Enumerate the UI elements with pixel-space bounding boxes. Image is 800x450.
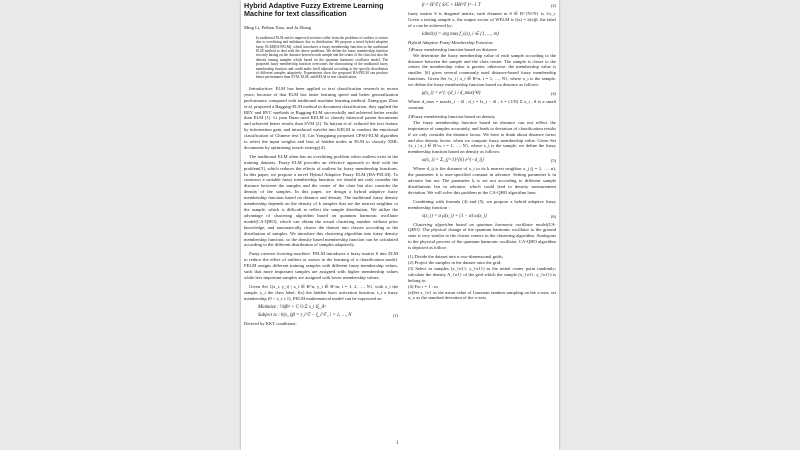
ca-paragraph: Clustering algorithm based on quantum harmonic oscillator model(CA-QHO): The physical change of the quantum harmonic oscillator to the ground state is very similar to the cluster centers in the clustering algorithm. Analogous to the physical process of the quantum harmonic oscillator, CA-QHO algorithm is depicted as follow: [408,221,556,251]
abstract: In traditional ELM and its improved versions suffer from the problems of outliers or noises due to overfitting and imbalance due to distribution. We propose a novel hybrid adaptive fuzzy ELM(HA-FELM), which introduces a fuzzy membership function to the traditional ELM method to deal with the above problems. We define the fuzzy membership function not only basing on the distance between each sample and the center of the class but also the density among samples which based on the quantum harmonic oscillator model. The proposed fuzzy membership function overcomes the shortcoming of the traditional fuzzy membership function and could make itself adjusted according to the specific distribution of different samples adaptively. Experiments show the proposed HA-FELM can produce better performance than SVM, ELM, and RELM in text classification. [256,35,388,80]
fuzzy-matrix-paragraph: fuzzy matrix S is diagonal matrix, each element in S ∈ R^{N×N} is 1/s_i. Given a testing sample x, the output vector of WELM is f(x) = h(x)β, the label of x can be achieved by: [408,11,556,28]
equation-6-number: (6) [550,213,556,219]
ha-subheading-1: 1)Fuzzy membership function based on distance [408,46,497,52]
equation-1b: Subject to : h(x_i)β = t_i^T − ξ_i^T , i = 1, …, N (1) [258,312,398,318]
algorithm-step-4a: (a)Set x_{σ} as the mean value of Gaussian random sampling on the x-axis, set σ_x as the standard deviation of the x-axis, [408,289,556,301]
felm-paragraph-3: Derived by KKT conditions: [244,320,297,326]
equation-1-number: (1) [392,312,398,318]
ca-heading: Clustering algorithm based on quantum harmonic oscillator model(CA-QHO): [408,221,556,233]
ha-paragraph-3: Where d_ij is the distance of x_i to its k nearest neighbor x_j (j = 1, …, n), the parameter k is user-specified constant in advance. Setting parameter k in advance but not The parameter k is set not according to different sample distributions but in advance, which could lead to density measurement deviation. We will solve this problem in the CA-QHO algorithm later. [408,166,556,195]
equation-4-number: (4) [550,91,556,97]
algorithm-step-4: (4) For i = 1 : m [408,283,438,289]
ha-paragraph-1: We determine the fuzzy membership value of each sample according to the distance between the sample and the class center. The sample is closer to the center, the membership value is greater, otherwise, the membership value is smaller. [6] gives several commonly used distance-based fuzzy membership functions. Given Set {x_i | x_i ∈ R^n, i = 1, …, N}, where x_i is the sample, we define the fuzzy membership function based on distance as follows: [408,52,556,88]
felm-paragraph-1: Fuzzy extreme learning machine: FELM introduces a fuzzy matrix S into ELM to reduce the effect of outliers or noises in the learning of a classification model. FELM assigns different training samples with different fuzzy membership values, such that more important samples are assigned with higher membership values while less important samples are assigned with lower membership values. [244,251,398,280]
equation-1a: Minimize : ½‖β‖² + C·½ Σ s_i ‖ξ_i‖² [258,304,326,310]
paper-page [241,0,559,450]
paper-authors: Ming Li, Peihan Xiao, and Ju Zhang [244,24,312,30]
algorithm-step-3: (3) Select m samples (x_{σ1}, y_{σ1}) as the initial center point randomly; calculate the density A_{σ1} of the grid which the sample (x_{σ1}, y_{σ1}) is belong to; [408,265,556,283]
equation-4-where: Where d_max = max‖x_i − x̄‖ , d_i = ‖x_i − x̄‖ , x̄ = (1/N) Σ x_i , θ is a small constant. [408,99,556,110]
equation-5-number: (5) [550,158,556,164]
ha-paragraph-4: Combining with formula (4) and (5), we propose a hybrid adaptive fuzzy membership function : [408,198,556,210]
left-column [244,0,398,330]
equation-5: ω(x_i) = Σ_{j=1}^{k} e^{−d_ij} (5) [422,158,556,164]
ha-heading: Hybrid Adaptive Fuzzy Membership Function: [408,39,494,45]
algorithm-step-1: (1) Divide the dataset into n two-dimensional grids; [408,254,504,260]
equation-4: μ(x_i) = e^{−(d_i / d_max)^θ} (4) [422,91,556,97]
algorithm-step-2: (2) Project the samples in the dataset onto the grid; [408,260,502,265]
ha-paragraph-2: The fuzzy membership function based on distance can not reflect the importance of samples accurately, and leads to deviation of classification results if we only consider the distance factor. We have to think about distance factor and also density factor, when we compute fuzzy membership value. Given Set {x_i | x_i ∈ R^n, i = 1, …, N}, where x_i is the sample, we define the fuzzy membership function based on density as follows: [408,119,556,155]
equation-2: β = H^T ( S/C + HH^T )^−1 T (2) [422,3,556,8]
felm-paragraph-2: Given Set {(x_i, y_i) | x_i ∈ R^n, y_i ∈ R^m, i = 1, 2, …, N}, with x_i the sample, y_i the class label, f(x) the hidden layer activation function, s_i a fuzzy membership (0 < s_i ≤ 1), FELM mathematical model can be expressed as: [244,283,398,301]
right-column [408,0,556,301]
equation-6: s(x_i) = α μ(x_i) + (1 − α) ω(x_i) (6) [422,213,556,219]
ha-subheading-2: 2)Fuzzy membership function based on density [408,113,496,119]
label-equation: label(x) = arg max f_i(x), i ∈ {1, …, m} [422,31,499,37]
intro-paragraph-2: The traditional ELM often has an overfitting problem when outliers exist in the training datasets. Fuzzy ELM provides an effective approach to deal with the problem[5], which reduces the effects of outliers by fuzzy membership functions. In this paper, we propose a novel Hybrid Adaptive Fuzzy ELM (HA-FELM). To construct a suitable fuzzy membership function, we should not only consider the distance between the samples and the center of the class but also consider the density of the samples. In this paper, we design a hybrid adaptive fuzzy membership function based on distance and density. The traditional fuzzy density membership depends on the density of k samples that are the nearest neighbor to the sample, which is difficult to reflect the sample distribution. We utilize the advantage of clustering algorithm based on quantum harmonic oscillator model(CA-QHO), which can obtain the actual clustering number without prior knowledge, and automatically cluster the dataset into classes according to the distribution of samples. We introduce this clustering algorithm into fuzzy density membership function, so the density based membership function can be calculated according to the different distribution of samples adaptively. [244,153,398,248]
intro-paragraph-1: Introduction: ELM has been applied to text classification research in recent years, because of that ELM has faster learning speed and better generalization performance compared with traditional machine learning method. Xiang-guo Zhao et al. proposed a Bagging-ELM method in document classification, they applied the REV and RVC methods to Bagging-ELM successfully and achieved better results than ELM [1]. Li juan Duan used KELM to classify historical patent documents and achieved better results than SVM [2]. Yu haiyan et al. reduced the text feature by information gain, and introduced wavelet into KELM to conduct the emotional classification of Chinese text [3]. Lin Yongqiang proposed CPSO-ELM algorithm to select the input weights and bias of hidden nodes in ELM to classify XML documents by optimizing search strategy[4]. [244,85,398,150]
intro-heading: Introduction: [249,85,274,91]
equation-2-number: (2) [550,3,556,8]
paper-title: Hybrid Adaptive Fuzzy Extreme Learning Machine for text classification [244,1,384,19]
page-number: 1 [396,441,399,446]
felm-heading: Fuzzy extreme learning machine: [249,251,312,257]
